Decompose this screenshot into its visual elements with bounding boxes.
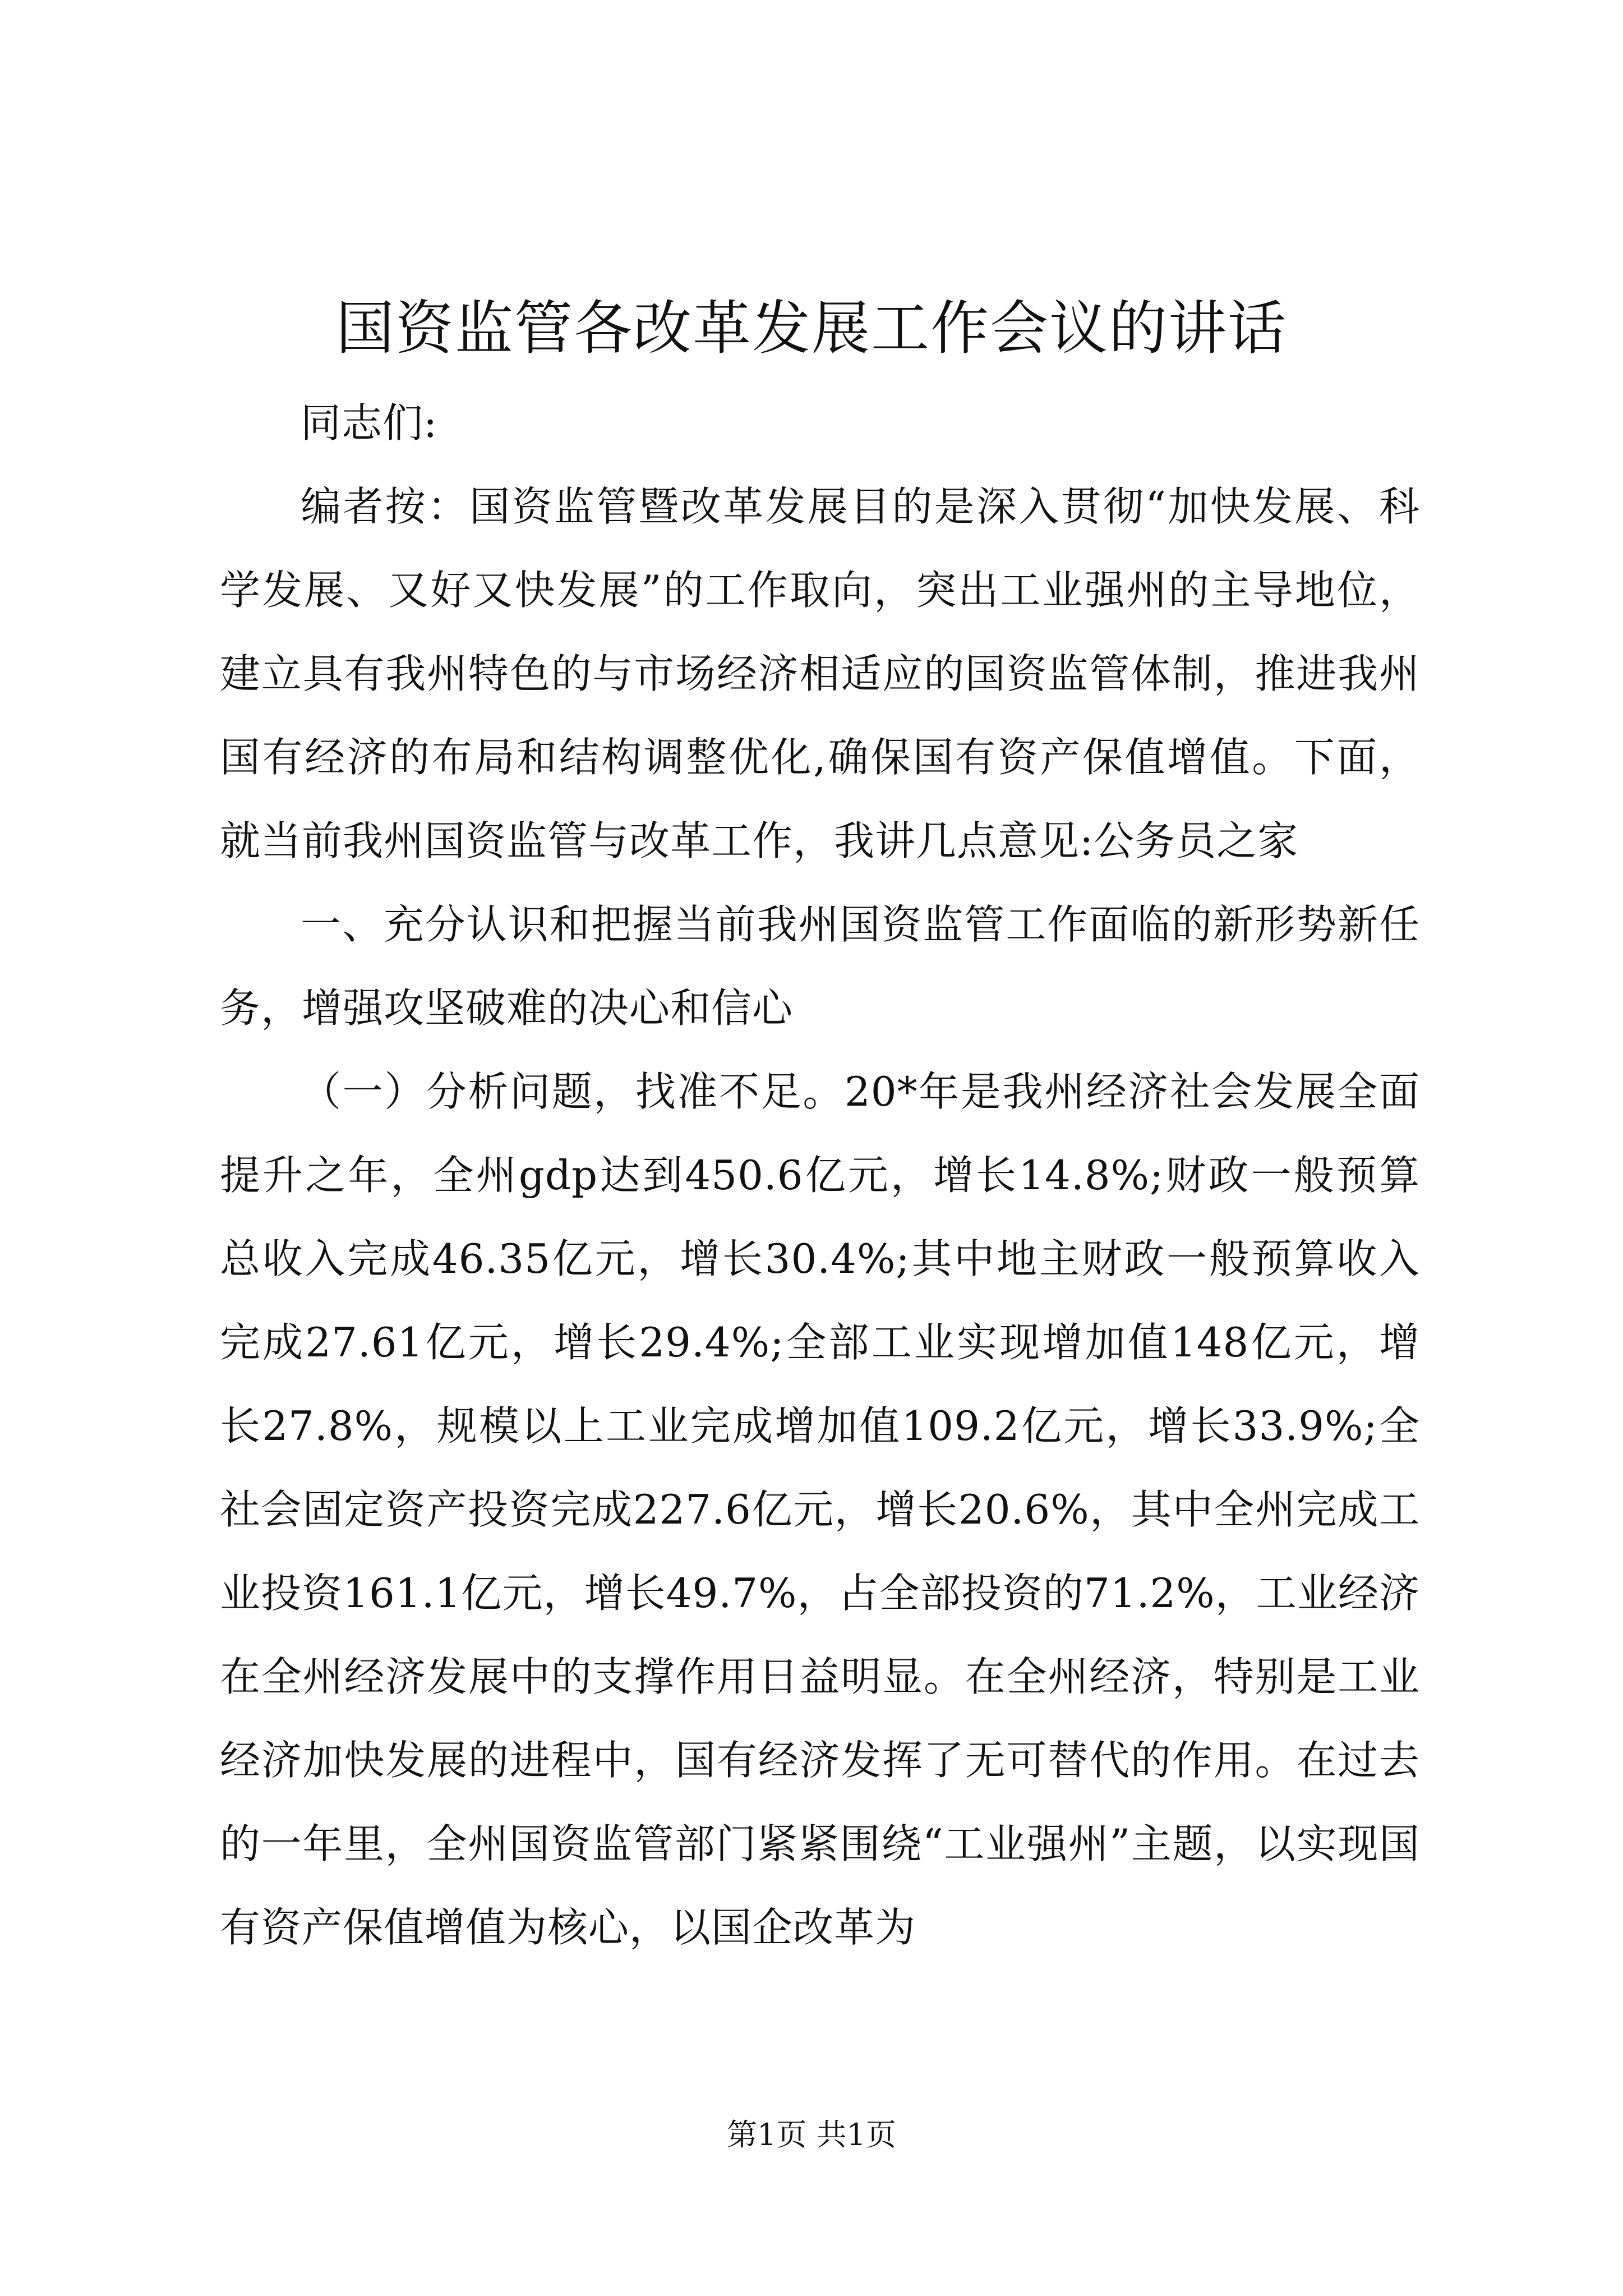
analysis-paragraph: （一）分析问题，找准不足。20*年是我州经济社会发展全面提升之年，全州gdp达到450.6亿元，增长14.8%;财政一般预算总收入完成46.35亿元，增长30.4%;其中地主财政一般预算收入完成27.61亿元，增长29.4%;全部工业实现增加值148亿元，增长27.8%，规模以上工业完成增加值109.2亿元，增长33.9%;全社会固定资产投资完成227.6亿元，增长20.6%，其中全州完成工业投资161.1亿元，增长49.7%，占全部投资的71.2%，工业经济在全州经济发展中的支撑作用日益明显。在全州经济，特别是工业经济加快发展的进程中，国有经济发挥了无可替代的作用。在过去的一年里，全州国资监管部门紧紧围绕“工业强州”主题，以实现国有资产保值增值为核心，以国企改革为 [220,1068,1420,1951]
page-footer: 第1页 共1页 [727,2117,896,2152]
section-heading-1: 一、充分认识和把握当前我州国资监管工作面临的新形势新任务，增强攻坚破难的决心和信心 [220,901,1420,1032]
document-title: 国资监管各改革发展工作会议的讲话 [335,294,1287,362]
salutation: 同志们: [301,399,438,447]
document-body [220,381,1420,1970]
editor-note-paragraph: 编者按：国资监管暨改革发展目的是深入贯彻“加快发展、科学发展、又好又快发展”的工作取向，突出工业强州的主导地位，建立具有我州特色的与市场经济相适应的国资监管体制，推进我州国有经济的布局和结构调整优化,确保国有资产保值增值。下面，就当前我州国资监管与改革工作，我讲几点意见:公务员之家 [220,483,1420,864]
